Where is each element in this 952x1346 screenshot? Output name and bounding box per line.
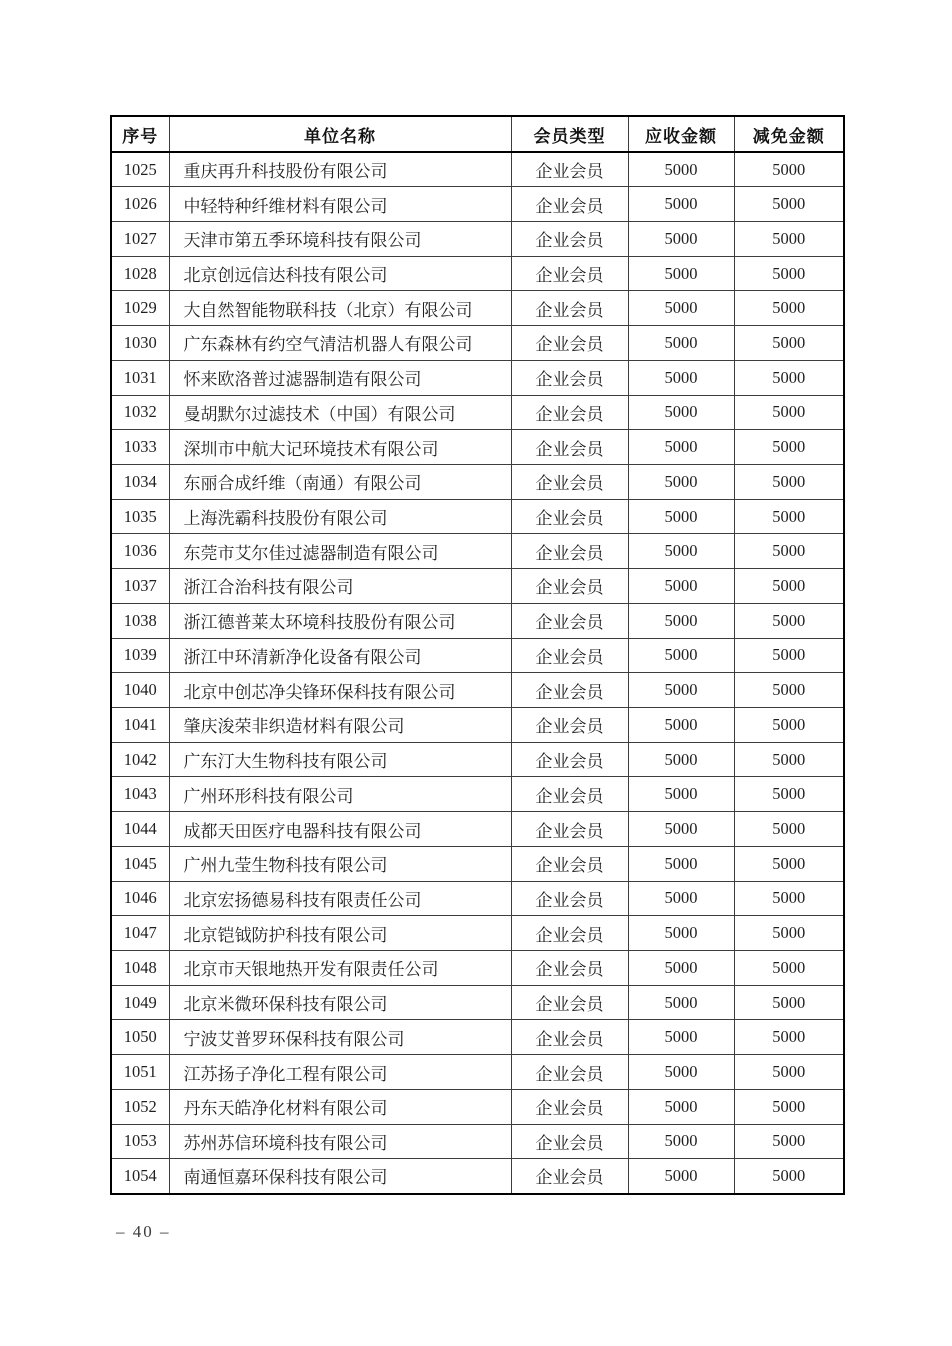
table-row xyxy=(111,152,844,187)
company-name-cell: 广州环形科技有限公司 xyxy=(169,777,511,812)
receivable-amount-cell: 5000 xyxy=(628,360,734,395)
receivable-amount-cell: 5000 xyxy=(628,1159,734,1194)
serial-number-cell: 1041 xyxy=(111,708,169,743)
table-row xyxy=(111,569,844,604)
table-row xyxy=(111,464,844,499)
serial-number-cell: 1042 xyxy=(111,742,169,777)
company-name-cell: 北京米微环保科技有限公司 xyxy=(169,985,511,1020)
reduction-amount-cell: 5000 xyxy=(734,1020,844,1055)
receivable-amount-cell: 5000 xyxy=(628,812,734,847)
reduction-amount-cell: 5000 xyxy=(734,291,844,326)
header-member-type: 会员类型 xyxy=(511,116,628,152)
serial-number-cell: 1034 xyxy=(111,464,169,499)
header-serial-number: 序号 xyxy=(111,116,169,152)
reduction-amount-cell: 5000 xyxy=(734,742,844,777)
company-name-cell: 怀来欧洛普过滤器制造有限公司 xyxy=(169,360,511,395)
member-type-cell: 企业会员 xyxy=(511,673,628,708)
member-type-cell: 企业会员 xyxy=(511,603,628,638)
reduction-amount-cell: 5000 xyxy=(734,916,844,951)
serial-number-cell: 1046 xyxy=(111,881,169,916)
serial-number-cell: 1050 xyxy=(111,1020,169,1055)
company-name-cell: 大自然智能物联科技（北京）有限公司 xyxy=(169,291,511,326)
receivable-amount-cell: 5000 xyxy=(628,673,734,708)
company-name-cell: 北京宏扬德易科技有限责任公司 xyxy=(169,881,511,916)
membership-fee-table xyxy=(110,115,845,1195)
reduction-amount-cell: 5000 xyxy=(734,951,844,986)
receivable-amount-cell: 5000 xyxy=(628,534,734,569)
member-type-cell: 企业会员 xyxy=(511,742,628,777)
member-type-cell: 企业会员 xyxy=(511,569,628,604)
company-name-cell: 北京创远信达科技有限公司 xyxy=(169,256,511,291)
member-type-cell: 企业会员 xyxy=(511,1020,628,1055)
table-row xyxy=(111,708,844,743)
receivable-amount-cell: 5000 xyxy=(628,464,734,499)
reduction-amount-cell: 5000 xyxy=(734,430,844,465)
member-type-cell: 企业会员 xyxy=(511,430,628,465)
member-type-cell: 企业会员 xyxy=(511,534,628,569)
reduction-amount-cell: 5000 xyxy=(734,673,844,708)
serial-number-cell: 1032 xyxy=(111,395,169,430)
table-row xyxy=(111,256,844,291)
company-name-cell: 上海洗霸科技股份有限公司 xyxy=(169,499,511,534)
company-name-cell: 苏州苏信环境科技有限公司 xyxy=(169,1124,511,1159)
serial-number-cell: 1040 xyxy=(111,673,169,708)
company-name-cell: 肇庆浚荣非织造材料有限公司 xyxy=(169,708,511,743)
member-type-cell: 企业会员 xyxy=(511,1124,628,1159)
table-row xyxy=(111,846,844,881)
reduction-amount-cell: 5000 xyxy=(734,1055,844,1090)
serial-number-cell: 1031 xyxy=(111,360,169,395)
receivable-amount-cell: 5000 xyxy=(628,603,734,638)
header-reduction-amount: 减免金额 xyxy=(734,116,844,152)
serial-number-cell: 1047 xyxy=(111,916,169,951)
company-name-cell: 浙江中环清新净化设备有限公司 xyxy=(169,638,511,673)
table-row xyxy=(111,777,844,812)
receivable-amount-cell: 5000 xyxy=(628,569,734,604)
table-row xyxy=(111,221,844,256)
company-name-cell: 曼胡默尔过滤技术（中国）有限公司 xyxy=(169,395,511,430)
serial-number-cell: 1035 xyxy=(111,499,169,534)
receivable-amount-cell: 5000 xyxy=(628,152,734,187)
table-row xyxy=(111,916,844,951)
reduction-amount-cell: 5000 xyxy=(734,395,844,430)
table-row xyxy=(111,1089,844,1124)
table-row xyxy=(111,951,844,986)
reduction-amount-cell: 5000 xyxy=(734,360,844,395)
company-name-cell: 北京铠钺防护科技有限公司 xyxy=(169,916,511,951)
member-type-cell: 企业会员 xyxy=(511,1159,628,1194)
receivable-amount-cell: 5000 xyxy=(628,708,734,743)
reduction-amount-cell: 5000 xyxy=(734,1159,844,1194)
member-type-cell: 企业会员 xyxy=(511,708,628,743)
serial-number-cell: 1036 xyxy=(111,534,169,569)
receivable-amount-cell: 5000 xyxy=(628,395,734,430)
company-name-cell: 东丽合成纤维（南通）有限公司 xyxy=(169,464,511,499)
member-type-cell: 企业会员 xyxy=(511,916,628,951)
member-type-cell: 企业会员 xyxy=(511,187,628,222)
receivable-amount-cell: 5000 xyxy=(628,187,734,222)
member-type-cell: 企业会员 xyxy=(511,326,628,361)
table-row xyxy=(111,638,844,673)
reduction-amount-cell: 5000 xyxy=(734,569,844,604)
serial-number-cell: 1051 xyxy=(111,1055,169,1090)
serial-number-cell: 1025 xyxy=(111,152,169,187)
reduction-amount-cell: 5000 xyxy=(734,985,844,1020)
member-type-cell: 企业会员 xyxy=(511,1055,628,1090)
member-type-cell: 企业会员 xyxy=(511,985,628,1020)
header-receivable-amount: 应收金额 xyxy=(628,116,734,152)
serial-number-cell: 1052 xyxy=(111,1089,169,1124)
serial-number-cell: 1029 xyxy=(111,291,169,326)
receivable-amount-cell: 5000 xyxy=(628,1020,734,1055)
serial-number-cell: 1033 xyxy=(111,430,169,465)
reduction-amount-cell: 5000 xyxy=(734,187,844,222)
member-type-cell: 企业会员 xyxy=(511,152,628,187)
company-name-cell: 重庆再升科技股份有限公司 xyxy=(169,152,511,187)
receivable-amount-cell: 5000 xyxy=(628,1089,734,1124)
company-name-cell: 北京中创芯净尖锋环保科技有限公司 xyxy=(169,673,511,708)
member-type-cell: 企业会员 xyxy=(511,499,628,534)
company-name-cell: 东莞市艾尔佳过滤器制造有限公司 xyxy=(169,534,511,569)
reduction-amount-cell: 5000 xyxy=(734,464,844,499)
table-row xyxy=(111,187,844,222)
member-type-cell: 企业会员 xyxy=(511,638,628,673)
reduction-amount-cell: 5000 xyxy=(734,777,844,812)
reduction-amount-cell: 5000 xyxy=(734,152,844,187)
reduction-amount-cell: 5000 xyxy=(734,1089,844,1124)
member-type-cell: 企业会员 xyxy=(511,256,628,291)
receivable-amount-cell: 5000 xyxy=(628,256,734,291)
reduction-amount-cell: 5000 xyxy=(734,1124,844,1159)
receivable-amount-cell: 5000 xyxy=(628,1124,734,1159)
serial-number-cell: 1053 xyxy=(111,1124,169,1159)
table-row xyxy=(111,360,844,395)
reduction-amount-cell: 5000 xyxy=(734,881,844,916)
reduction-amount-cell: 5000 xyxy=(734,638,844,673)
receivable-amount-cell: 5000 xyxy=(628,881,734,916)
member-type-cell: 企业会员 xyxy=(511,221,628,256)
company-name-cell: 南通恒嘉环保科技有限公司 xyxy=(169,1159,511,1194)
reduction-amount-cell: 5000 xyxy=(734,256,844,291)
receivable-amount-cell: 5000 xyxy=(628,499,734,534)
member-type-cell: 企业会员 xyxy=(511,360,628,395)
company-name-cell: 北京市天银地热开发有限责任公司 xyxy=(169,951,511,986)
receivable-amount-cell: 5000 xyxy=(628,742,734,777)
serial-number-cell: 1026 xyxy=(111,187,169,222)
table-row xyxy=(111,1159,844,1194)
table-row xyxy=(111,1055,844,1090)
receivable-amount-cell: 5000 xyxy=(628,777,734,812)
serial-number-cell: 1030 xyxy=(111,326,169,361)
table-header-row xyxy=(111,116,844,152)
table-row xyxy=(111,673,844,708)
serial-number-cell: 1027 xyxy=(111,221,169,256)
table-row xyxy=(111,291,844,326)
table-row xyxy=(111,985,844,1020)
serial-number-cell: 1054 xyxy=(111,1159,169,1194)
serial-number-cell: 1048 xyxy=(111,951,169,986)
table-row xyxy=(111,603,844,638)
serial-number-cell: 1049 xyxy=(111,985,169,1020)
company-name-cell: 广东汀大生物科技有限公司 xyxy=(169,742,511,777)
company-name-cell: 广州九莹生物科技有限公司 xyxy=(169,846,511,881)
company-name-cell: 成都天田医疗电器科技有限公司 xyxy=(169,812,511,847)
member-type-cell: 企业会员 xyxy=(511,1089,628,1124)
company-name-cell: 深圳市中航大记环境技术有限公司 xyxy=(169,430,511,465)
receivable-amount-cell: 5000 xyxy=(628,1055,734,1090)
member-type-cell: 企业会员 xyxy=(511,951,628,986)
receivable-amount-cell: 5000 xyxy=(628,221,734,256)
serial-number-cell: 1038 xyxy=(111,603,169,638)
member-type-cell: 企业会员 xyxy=(511,812,628,847)
company-name-cell: 浙江合治科技有限公司 xyxy=(169,569,511,604)
table-row xyxy=(111,1124,844,1159)
serial-number-cell: 1045 xyxy=(111,846,169,881)
receivable-amount-cell: 5000 xyxy=(628,326,734,361)
reduction-amount-cell: 5000 xyxy=(734,603,844,638)
reduction-amount-cell: 5000 xyxy=(734,221,844,256)
member-type-cell: 企业会员 xyxy=(511,881,628,916)
member-type-cell: 企业会员 xyxy=(511,777,628,812)
table-row xyxy=(111,881,844,916)
table-row xyxy=(111,395,844,430)
serial-number-cell: 1028 xyxy=(111,256,169,291)
serial-number-cell: 1037 xyxy=(111,569,169,604)
member-type-cell: 企业会员 xyxy=(511,846,628,881)
member-type-cell: 企业会员 xyxy=(511,395,628,430)
page-number: – 40 – xyxy=(116,1222,171,1241)
receivable-amount-cell: 5000 xyxy=(628,846,734,881)
company-name-cell: 江苏扬子净化工程有限公司 xyxy=(169,1055,511,1090)
company-name-cell: 中轻特种纤维材料有限公司 xyxy=(169,187,511,222)
reduction-amount-cell: 5000 xyxy=(734,326,844,361)
company-name-cell: 丹东天皓净化材料有限公司 xyxy=(169,1089,511,1124)
table-row xyxy=(111,326,844,361)
table-row xyxy=(111,499,844,534)
serial-number-cell: 1043 xyxy=(111,777,169,812)
receivable-amount-cell: 5000 xyxy=(628,916,734,951)
company-name-cell: 天津市第五季环境科技有限公司 xyxy=(169,221,511,256)
receivable-amount-cell: 5000 xyxy=(628,291,734,326)
table-row xyxy=(111,812,844,847)
header-unit-name: 单位名称 xyxy=(169,116,511,152)
table-row xyxy=(111,1020,844,1055)
member-type-cell: 企业会员 xyxy=(511,291,628,326)
receivable-amount-cell: 5000 xyxy=(628,430,734,465)
table-row xyxy=(111,430,844,465)
reduction-amount-cell: 5000 xyxy=(734,499,844,534)
receivable-amount-cell: 5000 xyxy=(628,638,734,673)
reduction-amount-cell: 5000 xyxy=(734,708,844,743)
company-name-cell: 浙江德普莱太环境科技股份有限公司 xyxy=(169,603,511,638)
member-type-cell: 企业会员 xyxy=(511,464,628,499)
reduction-amount-cell: 5000 xyxy=(734,812,844,847)
serial-number-cell: 1044 xyxy=(111,812,169,847)
serial-number-cell: 1039 xyxy=(111,638,169,673)
company-name-cell: 宁波艾普罗环保科技有限公司 xyxy=(169,1020,511,1055)
reduction-amount-cell: 5000 xyxy=(734,534,844,569)
receivable-amount-cell: 5000 xyxy=(628,951,734,986)
company-name-cell: 广东森林有约空气清洁机器人有限公司 xyxy=(169,326,511,361)
table-row xyxy=(111,534,844,569)
reduction-amount-cell: 5000 xyxy=(734,846,844,881)
receivable-amount-cell: 5000 xyxy=(628,985,734,1020)
table-row xyxy=(111,742,844,777)
